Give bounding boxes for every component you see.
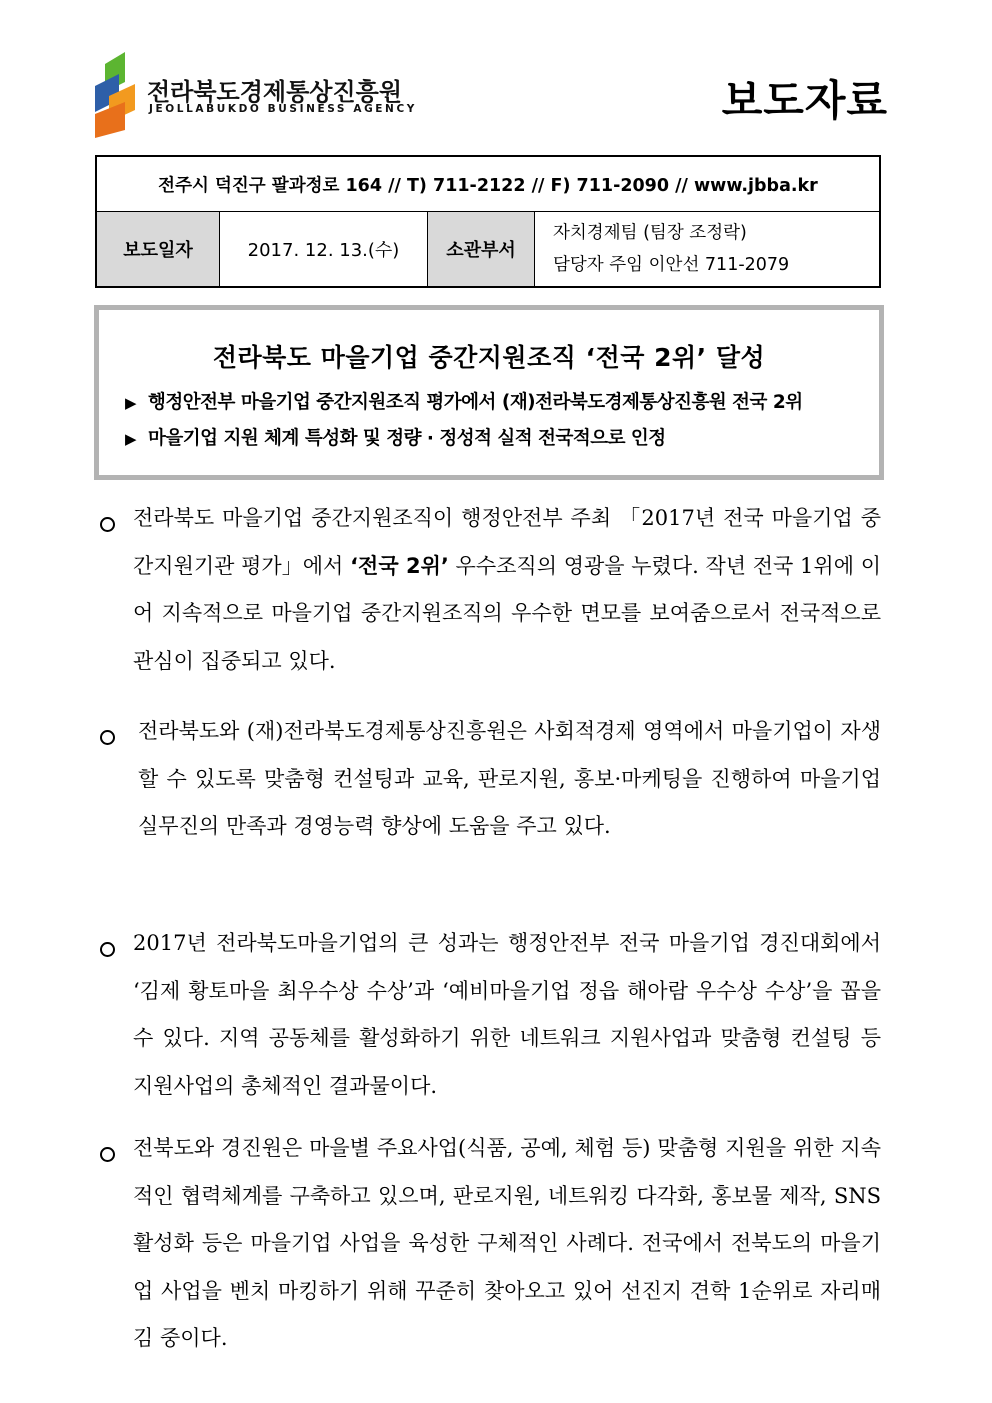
body-paragraph-3 [95,920,885,1110]
jbba-logo-icon [95,52,143,138]
paragraph-1-text [133,495,881,685]
release-date-label: 보도일자 [96,212,220,288]
department-contact: 담당자 주임 이안선 711-2079 [553,255,790,275]
address-contact-line: 전주시 덕진구 팔과정로 164 // T) 711-2122 // F) 711-2090 // www.jbba.kr [96,156,880,212]
paragraph-1-part-b: 우수조직의 영광을 누렸다. 작년 전국 1위에 이어 지속적으로 마을기업 중간지원조직의 우수한 면모를 보여줌으로서 전국적으로 관심이 집중되고 있다. [133,553,881,673]
body-paragraph-4 [95,1125,885,1365]
department-value [535,212,881,288]
press-info-table [95,155,881,288]
headline-subpoint-2 [125,424,666,450]
department-label: 소관부서 [428,212,535,288]
org-name-english: JEOLLABUKDO BUSINESS AGENCY [149,103,417,115]
body-paragraph-2 [95,708,885,898]
release-date-value: 2017. 12. 13.(수) [220,212,428,288]
headline-title: 전라북도 마을기업 중간지원조직 ‘전국 2위’ 달성 [212,343,766,372]
headline-subpoint-1 [125,388,803,414]
triangle-bullet-icon: ▶ [125,430,137,448]
headline-box [94,305,884,480]
paragraph-2-text: 전라북도와 (재)전라북도경제통상진흥원은 사회적경제 영역에서 마을기업이 자생할 수 있도록 맞춤형 컨설팅과 교육, 판로지원, 홍보·마케팅을 진행하여 마을기업 실무진의 만족과 경영능력 향상에 도움을 주고 있다. [138,719,881,838]
circle-bullet-icon [100,517,115,532]
address-row [96,156,880,212]
document-type-title: 보도자료 [721,76,888,125]
paragraph-3-text: 2017년 전라북도마을기업의 큰 성과는 행정안전부 전국 마을기업 경진대회에서 ‘김제 황토마을 최우수상 수상’과 ‘예비마을기업 정읍 해아람 우수상 수상’을 꼽을 수 있다. 지역 공동체를 활성화하기 위한 네트워크 지원사업과 맞춤형 컨설팅 등 지원사업의 총체적인 결과물이다. [133,931,881,1098]
circle-bullet-icon [100,942,115,957]
subpoint-1-text: 행정안전부 마을기업 중간지원조직 평가에서 (재)전라북도경제통상진흥원 전국 2위 [148,392,803,413]
triangle-bullet-icon: ▶ [125,394,137,412]
paragraph-1-bold: ‘전국 2위’ [350,553,449,578]
subpoint-2-text: 마을기업 지원 체계 특성화 및 정량 · 정성적 실적 전국적으로 인정 [148,428,666,449]
circle-bullet-icon [100,1147,115,1162]
meta-row [96,212,880,288]
org-name-korean: 전라북도경제통상진흥원 [147,78,403,106]
department-team: 자치경제팀 (팀장 조정락) [553,223,747,243]
paragraph-1-part-a: 전라북도 마을기업 중간지원조직이 행정안전부 주최 「2017년 전국 마을기업 중간지원기관 평가」에서 [133,506,881,578]
body-paragraph-1 [95,495,885,685]
paragraph-4-text: 전북도와 경진원은 마을별 주요사업(식품, 공예, 체험 등) 맞춤형 지원을 위한 지속적인 협력체계를 구축하고 있으며, 판로지원, 네트워킹 다각화, 홍보물 제작, SNS 활성화 등은 마을기업 사업을 육성한 구체적인 사례다. 전국에서 전북도의 마을기업 사업을 벤치 마킹하기 위해 꾸준히 찾아오고 있어 선진지 견학 1순위로 자리매김 중이다. [133,1136,881,1350]
circle-bullet-icon [100,730,115,745]
